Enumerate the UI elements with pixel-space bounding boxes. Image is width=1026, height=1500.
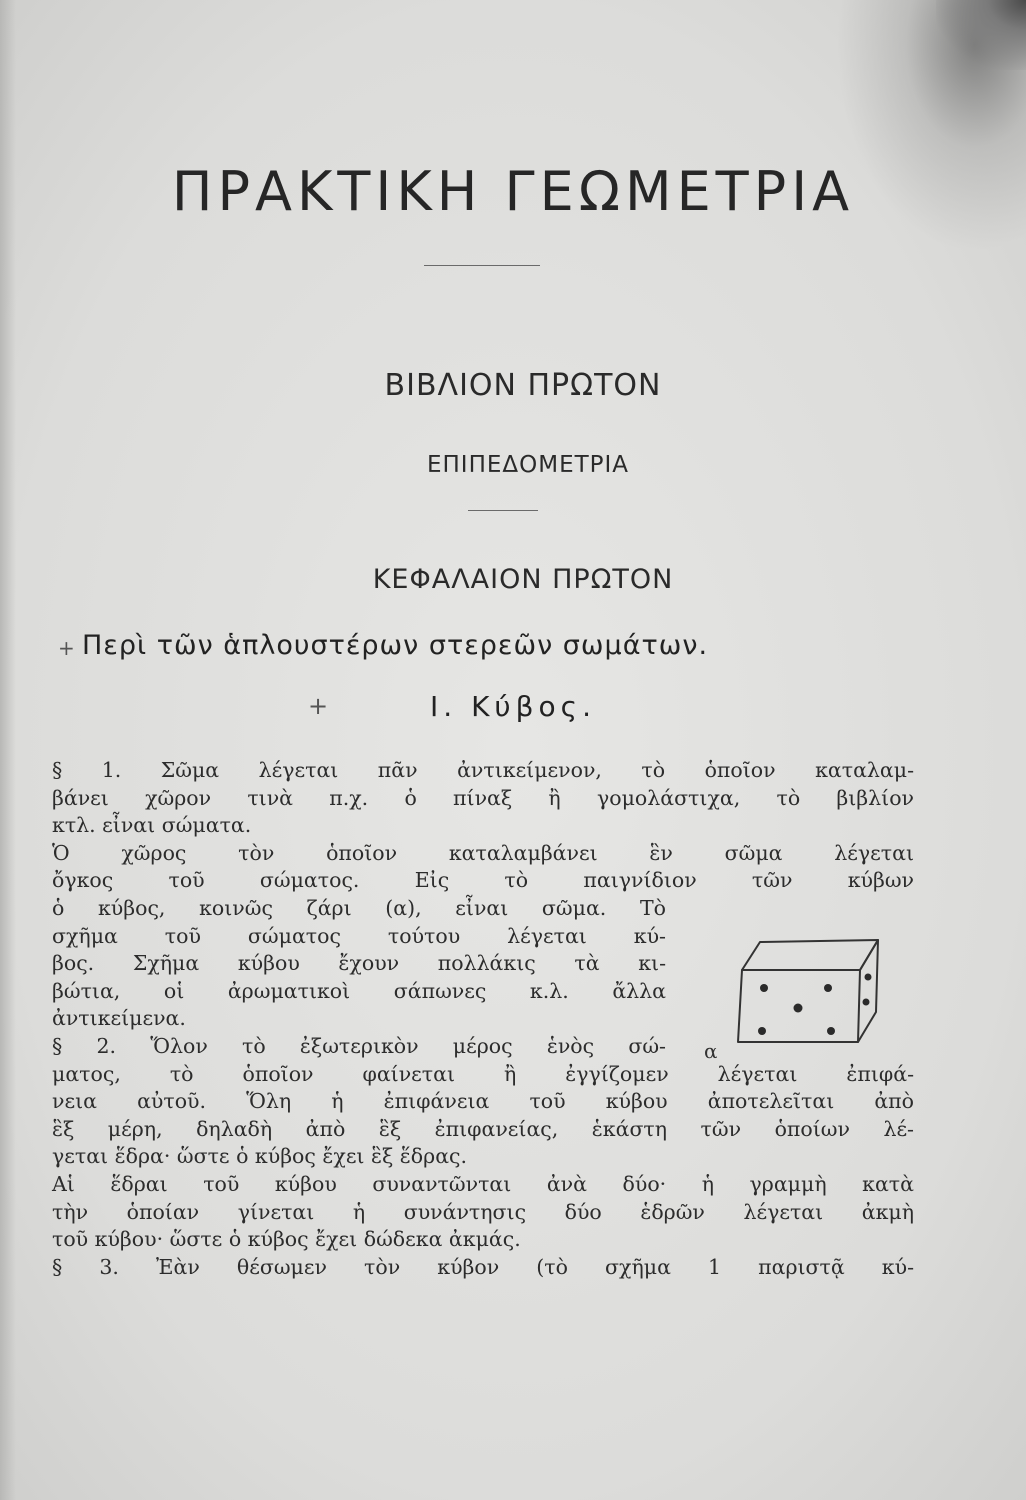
cube-top-face bbox=[742, 940, 878, 970]
text-line: ἓξ μέρη, δηλαδὴ ἀπὸ ἓξ ἐπιφανείας, ἑκάστη τῶν ὁποίων λέ- bbox=[52, 1116, 914, 1141]
subsection-heading: I. Κύβος. bbox=[430, 690, 596, 723]
text-line: ματος, τὸ ὁποῖον φαίνεται ἢ ἐγγίζομεν λέγεται ἐπιφά- bbox=[52, 1061, 914, 1086]
cube-pip bbox=[863, 999, 870, 1006]
page-corner-wear bbox=[936, 0, 1026, 70]
text-line: ὁ κύβος, κοινῶς ζάρι (α), εἶναι σῶμα. Τὸ bbox=[52, 895, 666, 920]
pencil-mark: + bbox=[308, 692, 329, 720]
cube-pip bbox=[794, 1004, 803, 1013]
pencil-mark: + bbox=[58, 636, 75, 660]
text-line: ὄγκος τοῦ σώματος. Εἰς τὸ παιγνίδιον τῶν κύβων bbox=[52, 868, 914, 893]
cube-side-face bbox=[858, 940, 878, 1042]
text-line: τὴν ὁποίαν γίνεται ἡ συνάντησις δύο ἑδρῶν λέγεται ἀκμὴ bbox=[52, 1199, 914, 1224]
text-line: § 1. Σῶμα λέγεται πᾶν ἀντικείμενον, τὸ ὁποῖον καταλαμ- bbox=[52, 758, 914, 782]
text-line: § 3. Ἐὰν θέσωμεν τὸν κύβον (τὸ σχῆμα 1 παριστᾷ κύ- bbox=[52, 1254, 914, 1279]
page-left-edge-shadow bbox=[0, 0, 16, 1500]
chapter-title: ΚΕΦΑΛΑΙΟΝ ΠΡΩΤΟΝ bbox=[372, 564, 674, 595]
text-line: σχῆμα τοῦ σώματος τούτου λέγεται κύ- bbox=[52, 923, 666, 948]
cube-pip bbox=[827, 1027, 835, 1035]
text-line: § 2. Ὅλον τὸ ἐξωτερικὸν μέρος ἑνὸς σώ- bbox=[52, 1033, 666, 1058]
text-line: νεια αὐτοῦ. Ὅλη ἡ ἐπιφάνεια τοῦ κύβου ἀποτελεῖται ἀπὸ bbox=[52, 1089, 914, 1114]
figure-label: α bbox=[704, 1039, 718, 1063]
text-line: Αἱ ἕδραι τοῦ κύβου συναντῶνται ἀνὰ δύο· ἡ γραμμὴ κατὰ bbox=[52, 1171, 914, 1196]
text-line: βάνει χῶρον τινὰ π.χ. ὁ πίναξ ἢ γομολάστιχα, τὸ βιβλίον bbox=[52, 785, 914, 810]
cube-pip bbox=[865, 974, 872, 981]
text-line: ἀντικείμενα. bbox=[52, 1006, 186, 1031]
cube-pip bbox=[758, 1027, 766, 1035]
title-divider bbox=[424, 265, 540, 266]
text-line: βος. Σχῆμα κύβου ἔχουν πολλάκις τὰ κι- bbox=[52, 951, 666, 976]
text-line: τοῦ κύβου· ὥστε ὁ κύβος ἔχει δώδεκα ἀκμάς. bbox=[52, 1227, 521, 1252]
book-part-title: ΒΙΒΛΙΟΝ ΠΡΩΤΟΝ bbox=[384, 368, 662, 403]
cube-pip bbox=[824, 984, 832, 992]
section-heading: Περὶ τῶν ἁπλουστέρων στερεῶν σωμάτων. bbox=[82, 630, 709, 661]
text-line: Ὁ χῶρος τὸν ὁποῖον καταλαμβάνει ἓν σῶμα λέγεται bbox=[52, 840, 914, 865]
book-main-title: ΠΡΑΚΤΙΚΗ ΓΕΩΜΕΤΡΙΑ bbox=[171, 160, 855, 223]
cube-pip bbox=[760, 984, 768, 992]
text-line: γεται ἕδρα· ὥστε ὁ κύβος ἔχει ἓξ ἕδρας. bbox=[52, 1144, 468, 1169]
book-part-subtitle: ΕΠΙΠΕΔΟΜΕΤΡΙΑ bbox=[426, 452, 630, 478]
text-line: κτλ. εἶναι σώματα. bbox=[52, 813, 252, 838]
subtitle-divider bbox=[468, 510, 538, 511]
text-line: βώτια, οἱ ἀρωματικοὶ σάπωνες κ.λ. ἄλλα bbox=[52, 978, 666, 1003]
cube-figure bbox=[698, 930, 898, 1065]
